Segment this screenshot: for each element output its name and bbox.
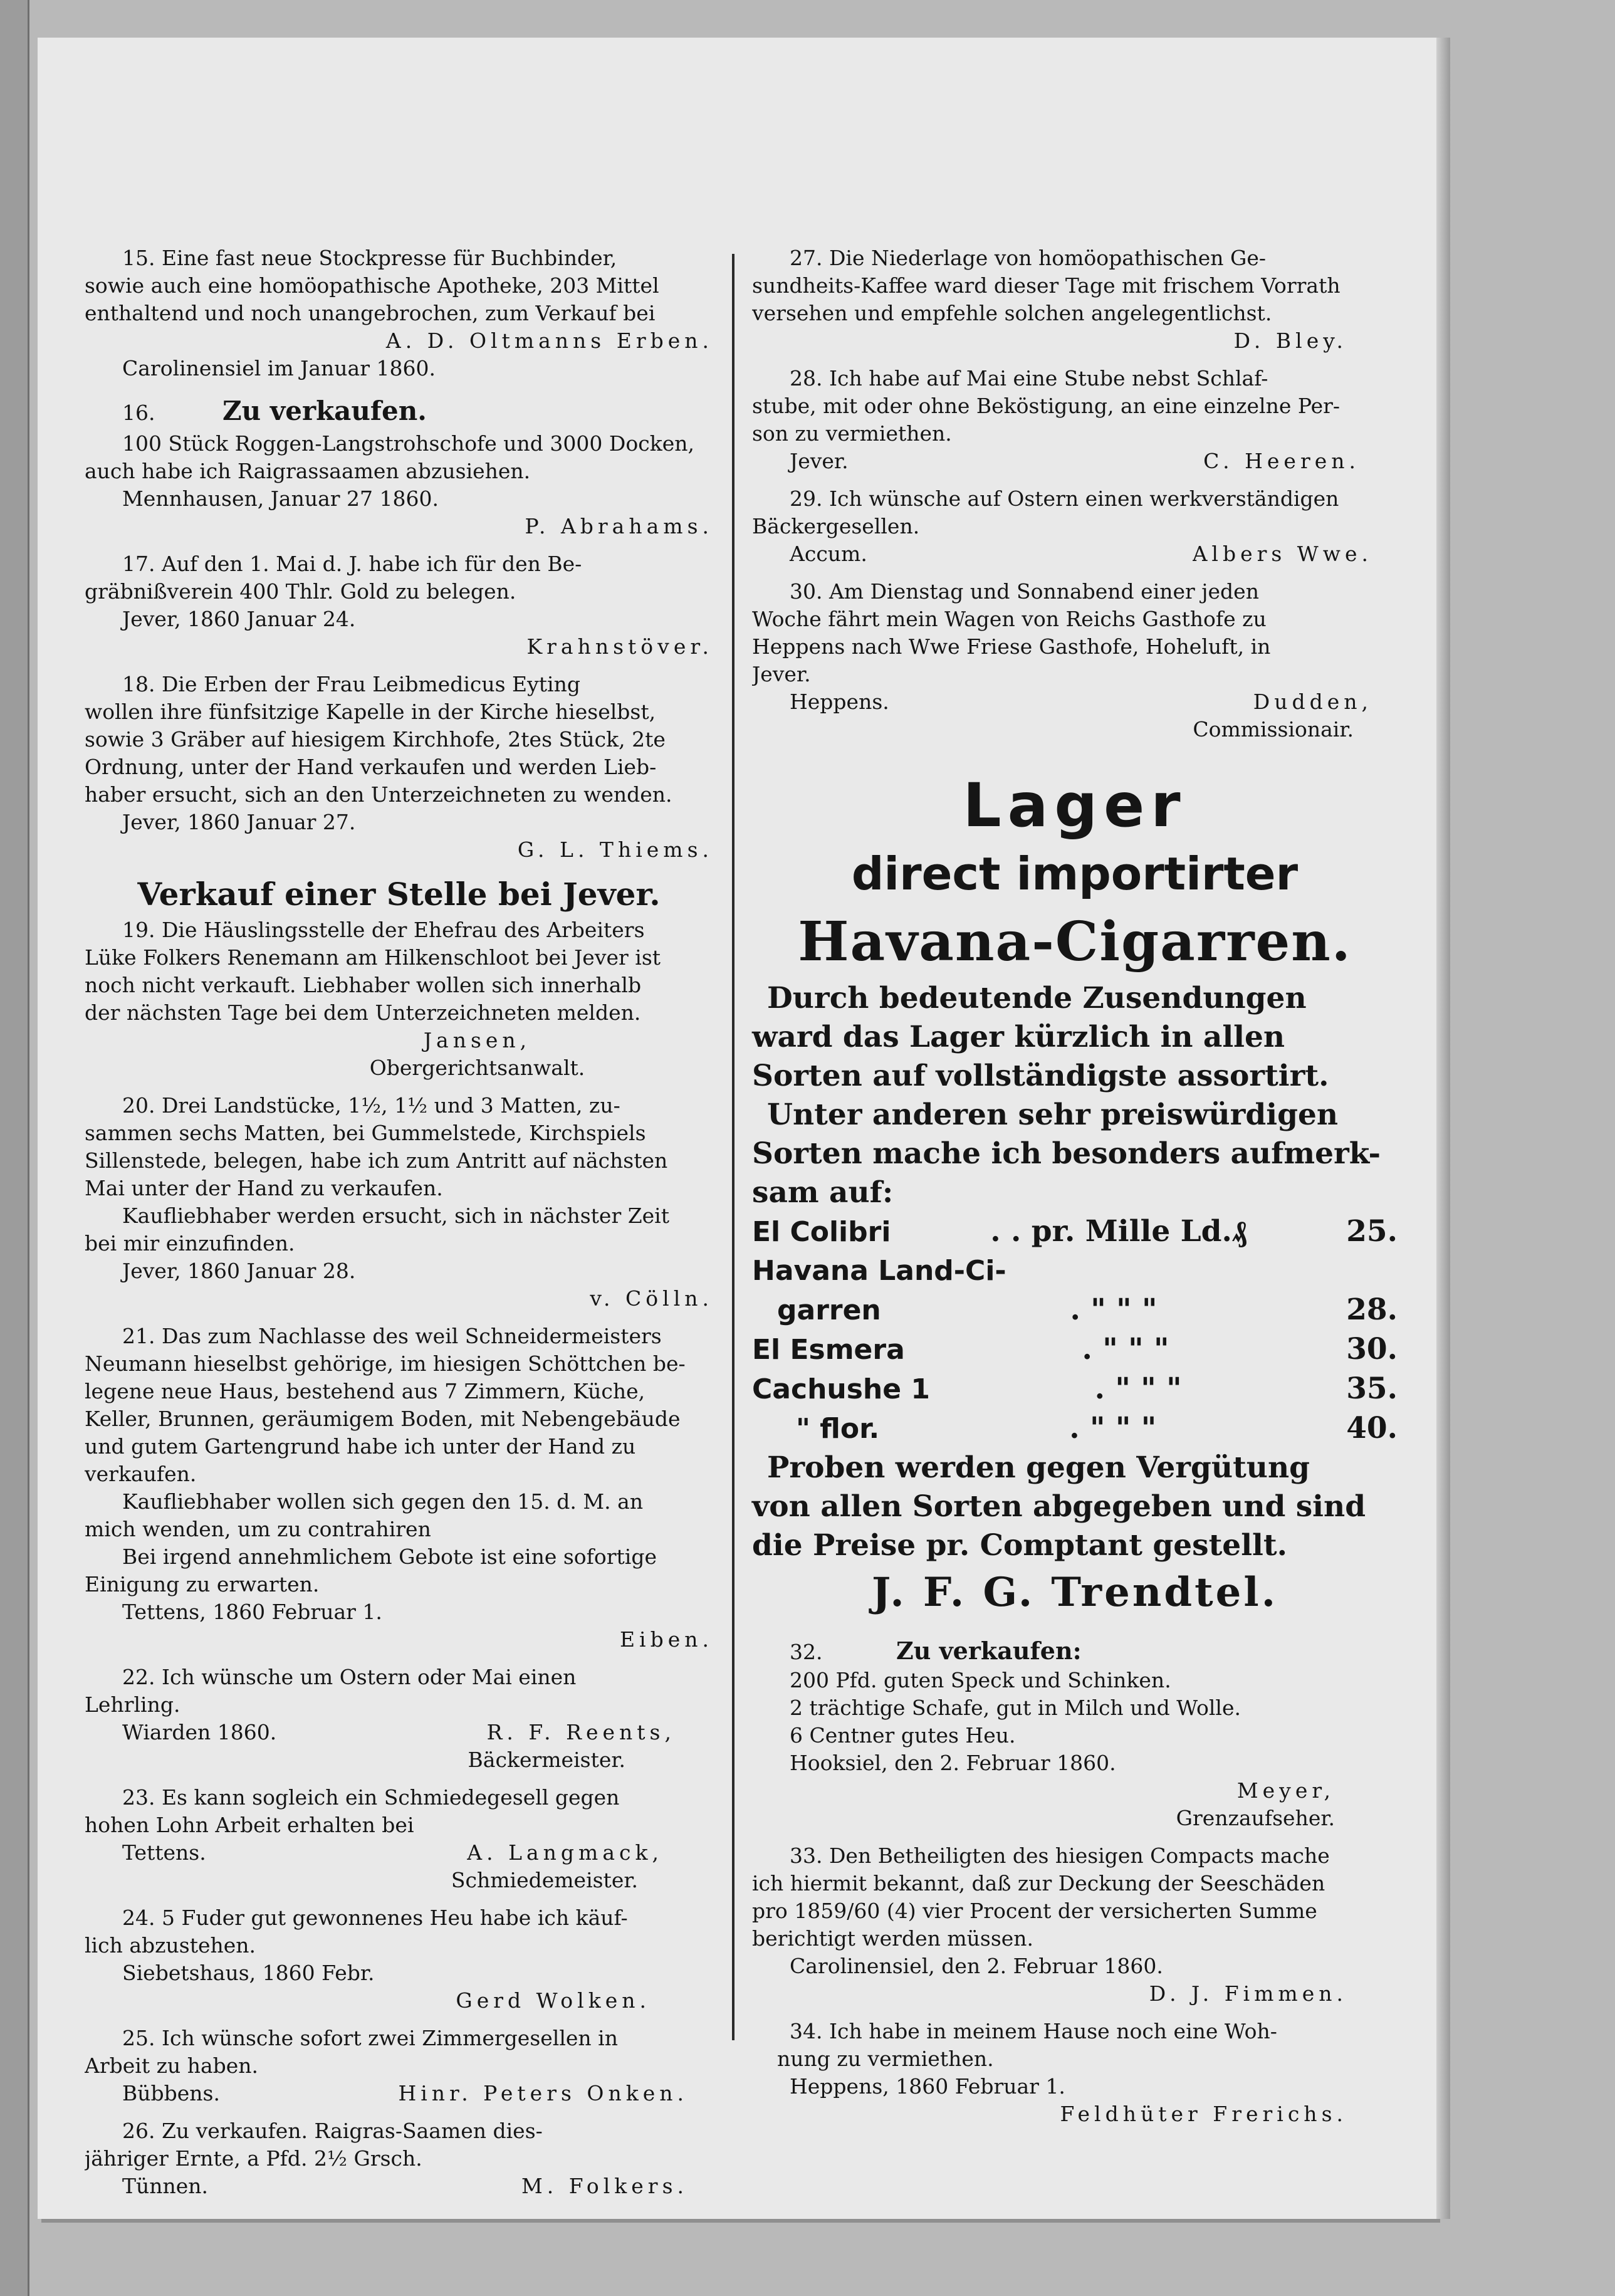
ad-place-date: Mennhausen, Januar 27 1860. xyxy=(122,486,439,511)
ad-line: 21. Das zum Nachlasse des weil Schneidermeisters xyxy=(122,1324,662,1348)
ad-line: sammen sechs Matten, bei Gummelstede, Kirchspiels xyxy=(85,1121,646,1145)
ad-signature: C. Heeren. xyxy=(1203,449,1360,473)
ad-signature: D. Bley. xyxy=(1233,328,1347,353)
ad-line: Neumann hieselbst gehörige, im hiesigen Schöttchen be- xyxy=(85,1351,686,1376)
price-unit: . " " " xyxy=(1082,1332,1169,1366)
ad-line: 29. Ich wünsche auf Ostern einen werkverständigen xyxy=(790,486,1339,511)
price-unit: . " " " xyxy=(1094,1371,1182,1406)
ad-signature: A. Langmack, xyxy=(467,1840,663,1865)
ad-line: bei mir einzufinden. xyxy=(85,1231,295,1255)
ad-19 xyxy=(85,874,713,1082)
price-value: 40. xyxy=(1346,1411,1398,1445)
price-row xyxy=(752,1409,1398,1449)
ad-line: wollen ihre fünfsitzige Kapelle in der Kirche hieselbst, xyxy=(85,700,656,724)
price-unit: . . pr. Mille Ld.₰ xyxy=(990,1214,1247,1249)
ad-body-line: die Preise pr. Comptant gestellt. xyxy=(752,1528,1287,1563)
ad-line: sowie 3 Gräber auf hiesigem Kirchhofe, 2tes Stück, 2te xyxy=(85,727,666,752)
ad-line: 200 Pfd. guten Speck und Schinken. xyxy=(790,1668,1171,1692)
ad-signature-title: Bäckermeister. xyxy=(468,1748,625,1772)
cigar-name: Havana Land-Ci- xyxy=(752,1255,1006,1287)
price-unit: . " " " xyxy=(1069,1411,1157,1445)
ad-place-date: Wiarden 1860. xyxy=(122,1720,277,1744)
ad-line: sundheits-Kaffee ward dieser Tage mit frischem Vorrath xyxy=(752,273,1341,298)
ad-line: 34. Ich habe in meinem Hause noch eine Woh- xyxy=(790,2019,1277,2043)
ad-line: son zu vermiethen. xyxy=(752,421,952,446)
ad-signature: Dudden, xyxy=(1253,689,1372,714)
ad-signature-title: Grenzaufseher. xyxy=(1176,1806,1335,1830)
ad-line: Mai unter der Hand zu verkaufen. xyxy=(85,1176,443,1200)
ad-body-line: Sorten mache ich besonders aufmerk- xyxy=(752,1136,1381,1171)
ad-signature: J. F. G. Trendtel. xyxy=(872,1569,1278,1616)
ad-signature: Albers Wwe. xyxy=(1192,542,1372,566)
ad-body-line: ward das Lager kürzlich in allen xyxy=(752,1020,1285,1054)
price-value: 35. xyxy=(1346,1371,1398,1406)
ad-heading: Zu verkaufen: xyxy=(896,1637,1082,1665)
ad-body-line: Unter anderen sehr preiswürdigen xyxy=(767,1098,1339,1132)
ad-22 xyxy=(85,1664,713,1774)
price-row xyxy=(752,1291,1398,1330)
ad-line: 6 Centner gutes Heu. xyxy=(790,1723,1016,1748)
ad-body-line: Durch bedeutende Zusendungen xyxy=(767,981,1307,1015)
ad-line: lich abzustehen. xyxy=(85,1933,256,1958)
ad-line: legene neue Haus, bestehend aus 7 Zimmern, Küche, xyxy=(85,1379,645,1403)
ad-number: 16. xyxy=(122,401,155,425)
ad-line: mich wenden, um zu contrahiren xyxy=(85,1517,431,1541)
ad-line: Bäckergesellen. xyxy=(752,514,920,538)
left-column xyxy=(85,244,713,2210)
ad-signature: Meyer, xyxy=(1236,1778,1335,1803)
ad-line: Keller, Brunnen, geräumigem Boden, mit Nebengebäude xyxy=(85,1407,681,1431)
ad-line: 28. Ich habe auf Mai eine Stube nebst Schlaf- xyxy=(790,366,1268,391)
ad-line: 33. Den Betheiligten des hiesigen Compacts mache xyxy=(790,1843,1330,1868)
adjacent-page-edge xyxy=(0,0,29,2296)
ad-29 xyxy=(752,485,1398,568)
ad-line: Einigung zu erwarten. xyxy=(85,1572,320,1596)
ad-line: 25. Ich wünsche sofort zwei Zimmergesellen in xyxy=(122,2026,618,2050)
ad-line: enthaltend und noch unangebrochen, zum Verkauf bei xyxy=(85,301,656,325)
ad-line: Kaufliebhaber wollen sich gegen den 15. d. M. an xyxy=(122,1489,644,1514)
ad-signature: v. Cölln. xyxy=(590,1286,713,1311)
ad-line: 2 trächtige Schafe, gut in Milch und Wolle. xyxy=(790,1696,1241,1720)
price-value: 30. xyxy=(1346,1332,1398,1366)
price-value: 25. xyxy=(1346,1214,1398,1249)
ad-place: Accum. xyxy=(790,542,867,566)
price-row xyxy=(752,1330,1398,1370)
ad-25 xyxy=(85,2025,713,2107)
cigar-advertisement xyxy=(752,768,1398,1620)
newspaper-page xyxy=(38,38,1436,2219)
ad-21 xyxy=(85,1323,713,1654)
ad-line: 17. Auf den 1. Mai d. J. habe ich für den Be- xyxy=(122,552,582,576)
price-unit: . " " " xyxy=(1070,1292,1158,1327)
page-edge xyxy=(1436,38,1450,2219)
ad-place-date: Heppens, 1860 Februar 1. xyxy=(790,2074,1065,2099)
ad-33 xyxy=(752,1842,1398,2008)
ad-line: 22. Ich wünsche um Ostern oder Mai einen xyxy=(122,1665,577,1689)
ad-product: Havana-Cigarren. xyxy=(798,910,1352,973)
ad-line: haber ersucht, sich an den Unterzeichneten zu wenden. xyxy=(85,782,672,807)
ad-line: Lüke Folkers Renemann am Hilkenschloot bei Jever ist xyxy=(85,945,661,970)
cigar-name: El Colibri xyxy=(752,1216,891,1248)
ad-body-line: sam auf: xyxy=(752,1175,894,1210)
ad-body-line: von allen Sorten abgegeben und sind xyxy=(752,1489,1366,1524)
ad-signature-title: Obergerichtsanwalt. xyxy=(369,1056,585,1080)
ad-line: Lehrling. xyxy=(85,1692,180,1717)
ad-line: Kaufliebhaber werden ersucht, sich in nächster Zeit xyxy=(122,1203,670,1228)
ad-34 xyxy=(752,2018,1398,2128)
ad-line: ich hiermit bekannt, daß zur Deckung der Seeschäden xyxy=(752,1871,1325,1895)
ad-line: 15. Eine fast neue Stockpresse für Buchbinder, xyxy=(122,246,617,270)
ad-line: stube, mit oder ohne Beköstigung, an eine einzelne Per- xyxy=(752,394,1341,418)
ad-place-date: Carolinensiel, den 2. Februar 1860. xyxy=(790,1954,1163,1978)
cigar-name: El Esmera xyxy=(752,1334,905,1366)
ad-signature: Gerd Wolken. xyxy=(456,1988,651,2013)
ad-15 xyxy=(85,244,713,382)
ad-place-date: Jever, 1860 Januar 28. xyxy=(122,1259,356,1283)
ad-place-date: Jever, 1860 Januar 27. xyxy=(122,810,356,834)
ad-line: Bei irgend annehmlichem Gebote ist eine sofortige xyxy=(122,1544,657,1569)
ad-line: 27. Die Niederlage von homöopathischen Ge- xyxy=(790,246,1267,270)
right-column xyxy=(752,244,1398,2138)
ad-24 xyxy=(85,1904,713,2015)
ad-signature: Feldhüter Frerichs. xyxy=(1060,2102,1347,2126)
ad-line: 24. 5 Fuder gut gewonnenes Heu habe ich käuf- xyxy=(122,1905,628,1930)
ad-place-date: Tettens, 1860 Februar 1. xyxy=(122,1600,382,1624)
ad-30 xyxy=(752,578,1398,743)
ad-line: Ordnung, unter der Hand verkaufen und werden Lieb- xyxy=(85,755,657,779)
ad-body-line: Proben werden gegen Vergütung xyxy=(767,1450,1310,1485)
ad-signature: Jansen, xyxy=(423,1028,531,1052)
ad-line: 19. Die Häuslingsstelle der Ehefrau des Arbeiters xyxy=(122,918,645,942)
ad-line: hohen Lohn Arbeit erhalten bei xyxy=(85,1813,414,1837)
ad-signature: R. F. Reents, xyxy=(486,1720,676,1744)
ad-line: gräbnißverein 400 Thlr. Gold zu belegen. xyxy=(85,579,516,604)
ad-body-line: Sorten auf vollständigste assortirt. xyxy=(752,1059,1329,1093)
ad-line: 23. Es kann sogleich ein Schmiedegesell gegen xyxy=(122,1785,620,1810)
ad-line: 18. Die Erben der Frau Leibmedicus Eyting xyxy=(122,672,580,696)
ad-place: Tünnen. xyxy=(122,2174,209,2198)
ad-line: 26. Zu verkaufen. Raigras-Saamen dies- xyxy=(122,2119,543,2143)
ad-place: Heppens. xyxy=(790,689,889,714)
ad-line: auch habe ich Raigrassaamen abzusiehen. xyxy=(85,459,531,483)
ad-place-date: Siebetshaus, 1860 Febr. xyxy=(122,1961,375,1985)
column-divider xyxy=(732,254,734,2040)
ad-number: 32. xyxy=(790,1640,823,1664)
ad-place: Tettens. xyxy=(122,1840,206,1865)
ad-place-date: Hooksiel, den 2. Februar 1860. xyxy=(790,1751,1116,1775)
ad-heading: Verkauf einer Stelle bei Jever. xyxy=(137,876,661,913)
ad-line: versehen und empfehle solchen angelegentlichst. xyxy=(752,301,1272,325)
ad-17 xyxy=(85,550,713,661)
ad-32 xyxy=(752,1635,1398,1832)
ad-line: 20. Drei Landstücke, 1½, 1½ und 3 Matten, zu- xyxy=(122,1093,620,1118)
ad-signature: A. D. Oltmanns Erben. xyxy=(385,328,713,353)
ad-place-date: Jever, 1860 Januar 24. xyxy=(122,607,356,631)
ad-place: Jever. xyxy=(790,449,849,473)
ad-line: Sillenstede, belegen, habe ich zum Antritt auf nächsten xyxy=(85,1148,668,1173)
ad-heading: Zu verkaufen. xyxy=(222,396,427,426)
ad-28 xyxy=(752,365,1398,475)
ad-signature: P. Abrahams. xyxy=(525,514,713,538)
ad-place: Bübbens. xyxy=(122,2081,220,2105)
ad-line: Jever. xyxy=(752,662,811,686)
ad-title: Lager xyxy=(963,770,1187,841)
ad-line: berichtigt werden müssen. xyxy=(752,1926,1034,1951)
ad-23 xyxy=(85,1784,713,1894)
ad-line: und gutem Gartengrund habe ich unter der Hand zu xyxy=(85,1434,636,1459)
ad-line: der nächsten Tage bei dem Unterzeichneten melden. xyxy=(85,1000,641,1025)
ad-signature-title: Schmiedemeister. xyxy=(451,1868,638,1892)
ad-subtitle: direct importirter xyxy=(851,847,1299,900)
ad-line: 30. Am Dienstag und Sonnabend einer jeden xyxy=(790,579,1259,604)
ad-signature: Krahnstöver. xyxy=(526,634,713,659)
ad-signature: M. Folkers. xyxy=(521,2174,688,2198)
ad-line: Woche fährt mein Wagen von Reichs Gasthofe zu xyxy=(752,607,1267,631)
ad-16 xyxy=(85,392,713,540)
ad-line: 100 Stück Roggen-Langstrohschofe und 3000 Docken, xyxy=(122,431,694,456)
ad-line: noch nicht verkauft. Liebhaber wollen sich innerhalb xyxy=(85,973,642,997)
cigar-name: Cachushe 1 xyxy=(752,1373,931,1405)
ad-signature: G. L. Thiems. xyxy=(517,837,713,862)
price-row xyxy=(752,1212,1398,1252)
price-value: 28. xyxy=(1346,1292,1398,1327)
ad-signature: Hinr. Peters Onken. xyxy=(398,2081,688,2105)
cigar-name: garren xyxy=(777,1294,881,1326)
ad-signature-title: Commissionair. xyxy=(1193,717,1354,742)
ad-signature: D. J. Fimmen. xyxy=(1149,1981,1347,2006)
ad-line: sowie auch eine homöopathische Apotheke, 203 Mittel xyxy=(85,273,659,298)
ad-line: Heppens nach Wwe Friese Gasthofe, Hoheluft, in xyxy=(752,634,1271,659)
ad-20 xyxy=(85,1092,713,1313)
ad-line: nung zu vermiethen. xyxy=(777,2047,994,2071)
ad-27 xyxy=(752,244,1398,355)
price-row xyxy=(752,1370,1398,1409)
ad-line: Arbeit zu haben. xyxy=(85,2053,259,2078)
ad-signature: Eiben. xyxy=(619,1627,713,1652)
ad-26 xyxy=(85,2117,713,2200)
ad-line: verkaufen. xyxy=(85,1462,197,1486)
ad-18 xyxy=(85,671,713,864)
cigar-name: " flor. xyxy=(796,1413,880,1445)
ad-line: pro 1859/60 (4) vier Procent der versicherten Summe xyxy=(752,1899,1317,1923)
price-row xyxy=(752,1252,1398,1291)
ad-place-date: Carolinensiel im Januar 1860. xyxy=(122,356,436,380)
ad-line: jähriger Ernte, a Pfd. 2½ Grsch. xyxy=(85,2146,422,2171)
